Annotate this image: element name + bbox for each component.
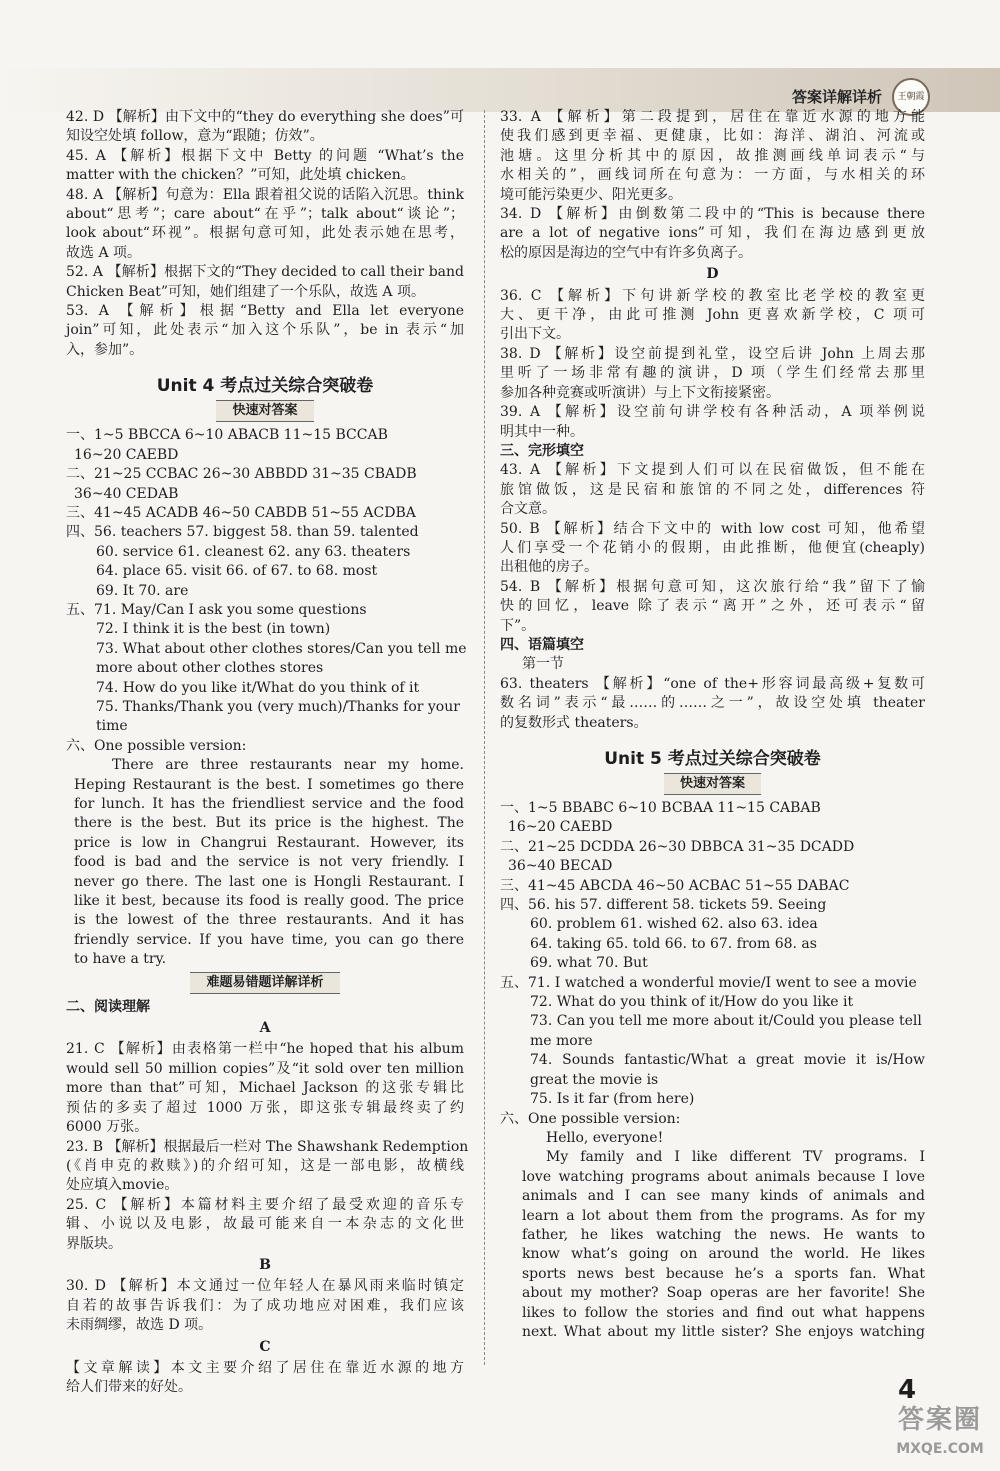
text-line: 69. what 70. But [530,955,648,972]
text-line: 出租他的房子。 [500,559,598,576]
text-line: great the movie is [530,1071,659,1088]
passage-letter: D [706,266,719,283]
text-line: 16~20 CAEBD [74,446,179,463]
text-line: 三、41~45 ACADB 46~50 CABDB 51~55 ACDBA [66,504,416,521]
text-line: 30. D 【解析】本文通过一位年轻人在暴风雨来临时镇定 [66,1278,464,1295]
text-line: 预估的多卖了超过 1000 万张，即这张专辑最终卖了约 [66,1099,464,1116]
text-line: 一、1~5 BBABC 6~10 BCBAA 11~15 CABAB [500,800,821,816]
text-line: 73. What about other clothes stores/Can you tell me [96,640,467,657]
passage-letter: B [259,1256,271,1273]
text-line: 明其中一种。 [500,423,584,440]
text-line: 二、阅读理解 [66,998,150,1015]
text-line: about my mother? Soap operas are her favorite! She [522,1285,925,1302]
text-line: animals and I can see many kinds of animals and [522,1188,925,1205]
text-line: 42. D 【解析】由下文中的“they do everything she does”可 [66,109,464,125]
text-line: sports news best because he’s a sports fan. What [522,1265,925,1282]
text-line: 三、完形填空 [500,442,584,459]
text-line: 知设空处填 follow，意为“跟随；仿效”。 [66,128,324,145]
text-line: 60. problem 61. wished 62. also 63. idea [530,916,818,933]
text-line: 48. A 【解析】句意为：Ella 跟着祖父说的话陷入沉思。think [66,186,464,203]
text-line: 四、56. teachers 57. biggest 58. than 59. talented [66,524,419,541]
text-line: 旅馆做饭，这是民宿和旅馆的不同之处，differences 符 [500,481,925,498]
text-line: love watching programs about animals because I love [522,1168,925,1185]
section-banner [500,773,925,795]
text-line: next. What about my little sister? She enjoys watching [522,1323,925,1340]
text-line: friendly service. If you have time, you can go there [74,931,464,948]
text-line: 63. theaters 【解析】“one of the+形容词最高级+复数可 [500,675,925,692]
text-line: 大、更干净，由此可推测 John 更喜欢新学校，C 项可 [500,307,925,324]
text-line: is the lowest of the three restaurants. And it has [74,912,464,929]
passage-letter: A [259,1020,271,1037]
watermark-logo: 答案圈 [897,1405,982,1435]
text-line: 25. C 【解析】本篇材料主要介绍了最受欢迎的音乐专 [66,1196,464,1213]
text-line: 四、语篇填空 [500,636,584,653]
text-line: 处应填入movie。 [66,1177,179,1194]
text-line: 里听了一场非常有趣的演讲，D 项（学生们经常去那里 [500,365,925,382]
text-line: 水相关的”，画线词所在句意为：一方面，与水相关的环 [500,167,925,184]
text-line: 松的原因是海边的空气中有许多负离子。 [500,244,752,261]
text-line: more about other clothes stores [96,660,324,677]
text-line: 第一节 [522,656,564,673]
text-line: about“思考”；care about“在乎”；talk about“谈论”； [66,206,464,223]
right-column [500,108,925,1342]
text-line: 75. Is it far (from here) [530,1091,695,1108]
text-line: 四、56. his 57. different 58. tickets 59. Seeing [500,897,827,914]
text-line: 引出下文。 [500,326,570,343]
text-line: 74. Sounds fantastic/What a great movie it is/How [530,1052,925,1069]
text-line: Hello, everyone! [546,1129,664,1146]
text-line: father, he likes watching the news. He wants to [522,1226,925,1243]
section-banner-label: 难题易错题详解详析 [190,972,339,994]
publisher-logo: 王朝霞 [892,78,930,116]
text-line: 六、One possible version: [500,1110,681,1127]
text-line: join”可知，此处表示“加入这个乐队”，be in 表示“加 [66,322,464,339]
text-line: me more [530,1032,593,1049]
text-line: likes to follow the stories and find out what happens [522,1304,925,1321]
unit-title: Unit 4 考点过关综合突破卷 [156,376,374,397]
text-line: would sell 50 million copies”及“it sold over ten million [66,1060,464,1077]
text-line: 自若的故事告诉我们：为了成功地应对困难，我们应该 [66,1297,464,1314]
text-line: 72. What do you think of it/How do you like it [530,994,854,1011]
section-banner [66,400,464,422]
text-line: Heping Restaurant is the best. I sometimes go there [74,776,464,793]
text-line: 60. service 61. cleanest 62. any 63. theaters [96,543,411,560]
text-line: 54. B 【解析】根据句意可知，这次旅行给“我”留下了愉 [500,578,925,595]
text-line: 下”。 [500,617,536,634]
text-line: 合文意。 [500,501,556,518]
text-line: are a lot of negative ions”可知，我们在海边感到更放 [500,225,925,242]
text-line: 辑、小说以及电影，故最可能来自一本杂志的文化世 [66,1216,464,1233]
text-line: food is bad and the service is not very friendly. I [74,854,464,871]
passage-letter: C [259,1338,271,1355]
text-line: 45. A 【解析】根据下文中 Betty 的问题 “What’s the [66,147,464,164]
text-line: 池塘。这里分析其中的原因，故推测画线单词表示“与 [500,147,925,164]
text-line: know what’s going on around the world. He likes [522,1246,925,1263]
text-line: Chicken Beat”可知，她们组建了一个乐队，故选 A 项。 [66,283,425,300]
text-line: 快的回忆，leave 除了表示“离开”之外，还可表示“留 [500,598,925,615]
text-line: 53. A 【解析】根据“Betty and Ella let everyone [66,303,464,320]
text-line: 52. A 【解析】根据下文的“They decided to call their band [66,264,464,281]
watermark [880,1400,1000,1471]
text-line: 64. place 65. visit 66. of 67. to 68. most [96,563,378,580]
text-line: 43. A 【解析】下文提到人们可以在民宿做饭，但不能在 [500,462,925,479]
text-line: 境可能污染更少、阳光更多。 [500,186,682,203]
text-line: (《肖申克的救赎》)的介绍可知，这是一部电影，故横线 [66,1157,464,1174]
text-line: 人们享受一个花销小的假期，由此推断，他便宜(cheaply) [500,539,925,556]
header-title: 答案详解详析 [791,88,882,106]
text-line: like it best, because its food is really good. The price [74,893,464,910]
section-banner-label: 快速对答案 [216,400,313,422]
text-line: 36~40 CEDAB [74,485,179,502]
text-line: time [96,718,128,735]
text-line: 二、21~25 DCDDA 26~30 DBBCA 31~35 DCADD [500,838,855,855]
text-line: to have a try. [74,951,167,968]
text-line: for lunch. It has the friendliest service and the food [74,796,464,812]
text-line: 6000 万张。 [66,1119,149,1136]
page-number: 4 [898,1375,917,1405]
text-line: 36. C 【解析】下句讲新学校的教室比老学校的教室更 [500,287,925,304]
text-line: look about“环视”。根据句意可知，此处表示她在思考， [66,225,464,242]
text-line: 16~20 CAEBD [508,819,613,836]
text-line: 69. It 70. are [96,582,189,599]
text-line: there is the best. But its price is the highest. The [74,815,464,832]
text-line: 38. D 【解析】设空前提到礼堂，设空后讲 John 上周去那 [500,345,925,362]
text-line: There are three restaurants near my home. [112,757,464,774]
section-banner [66,972,464,994]
text-line: 73. Can you tell me more about it/Could you please tell [530,1013,922,1030]
text-line: 64. taking 65. told 66. to 67. from 68. as [530,935,817,952]
text-line: 数名词”表示“最……的……之一”，故设空处填 theater [500,695,925,712]
text-line: matter with the chicken？”可知，此处填 chicken。 [66,167,415,184]
text-line: 23. B 【解析】根据最后一栏对 The Shawshank Redemption [66,1138,469,1155]
text-line: 21. C 【解析】由表格第一栏中“he hoped that his album [66,1041,464,1058]
text-line: 36~40 BECAD [508,858,613,875]
text-line: 六、One possible version: [66,737,247,754]
text-line: 给人们带来的好处。 [66,1379,192,1396]
text-line: learn a lot about them from the programs. As for my [522,1207,925,1224]
text-line: 34. D 【解析】由倒数第二段中的“This is because there [500,206,925,223]
text-line: 入，参加”。 [66,341,144,358]
text-line: 五、71. I watched a wonderful movie/I went to see a movie [500,974,917,991]
text-line: 75. Thanks/Thank you (very much)/Thanks for your [96,698,460,715]
text-line: My family and I like different TV programs. I [546,1149,925,1166]
text-line: 72. I think it is the best (in town) [96,621,331,638]
text-line: price is low in Changrui Restaurant. However, its [74,834,464,851]
text-line: 未雨绸缪，故选 D 项。 [66,1317,213,1334]
text-line: 使我们感到更幸福、更健康，比如：海洋、湖泊、河流或 [500,128,925,145]
text-line: more than that”可知，Michael Jackson 的这张专辑比 [66,1080,464,1097]
text-line: 74. How do you like it/What do you think of it [96,679,420,696]
text-line: 三、41~45 ABCDA 46~50 ACBAC 51~55 DABAC [500,877,850,894]
text-line: never go there. The last one is Hongli Restaurant. I [74,873,464,890]
text-line: 的复数形式 theaters。 [500,714,648,731]
left-column [66,108,469,1398]
text-line: 故选 A 项。 [66,244,142,261]
text-line: 39. A 【解析】设空前句讲学校有各种活动，A 项举例说 [500,404,925,421]
section-banner-label: 快速对答案 [664,773,761,795]
text-line: 33. A 【解析】第二段提到，居住在靠近水源的地方能 [500,109,925,125]
text-line: 界版块。 [66,1235,122,1252]
text-line: 一、1~5 BBCCA 6~10 ABACB 11~15 BCCAB [66,427,388,444]
text-line: 二、21~25 CCBAC 26~30 ABBDD 31~35 CBADB [66,466,417,483]
unit-title: Unit 5 考点过关综合突破卷 [604,749,821,769]
column-divider [484,110,485,1365]
watermark-domain: MXQE.COM [896,1441,984,1457]
text-line: 50. B 【解析】结合下文中的 with low cost 可知，他希望 [500,520,925,537]
text-line: 【文章解读】本文主要介绍了居住在靠近水源的地方 [66,1359,464,1376]
text-line: 五、71. May/Can I ask you some questions [66,601,367,618]
text-line: 参加各种竞赛或听演讲）与上下文衔接紧密。 [500,384,780,401]
